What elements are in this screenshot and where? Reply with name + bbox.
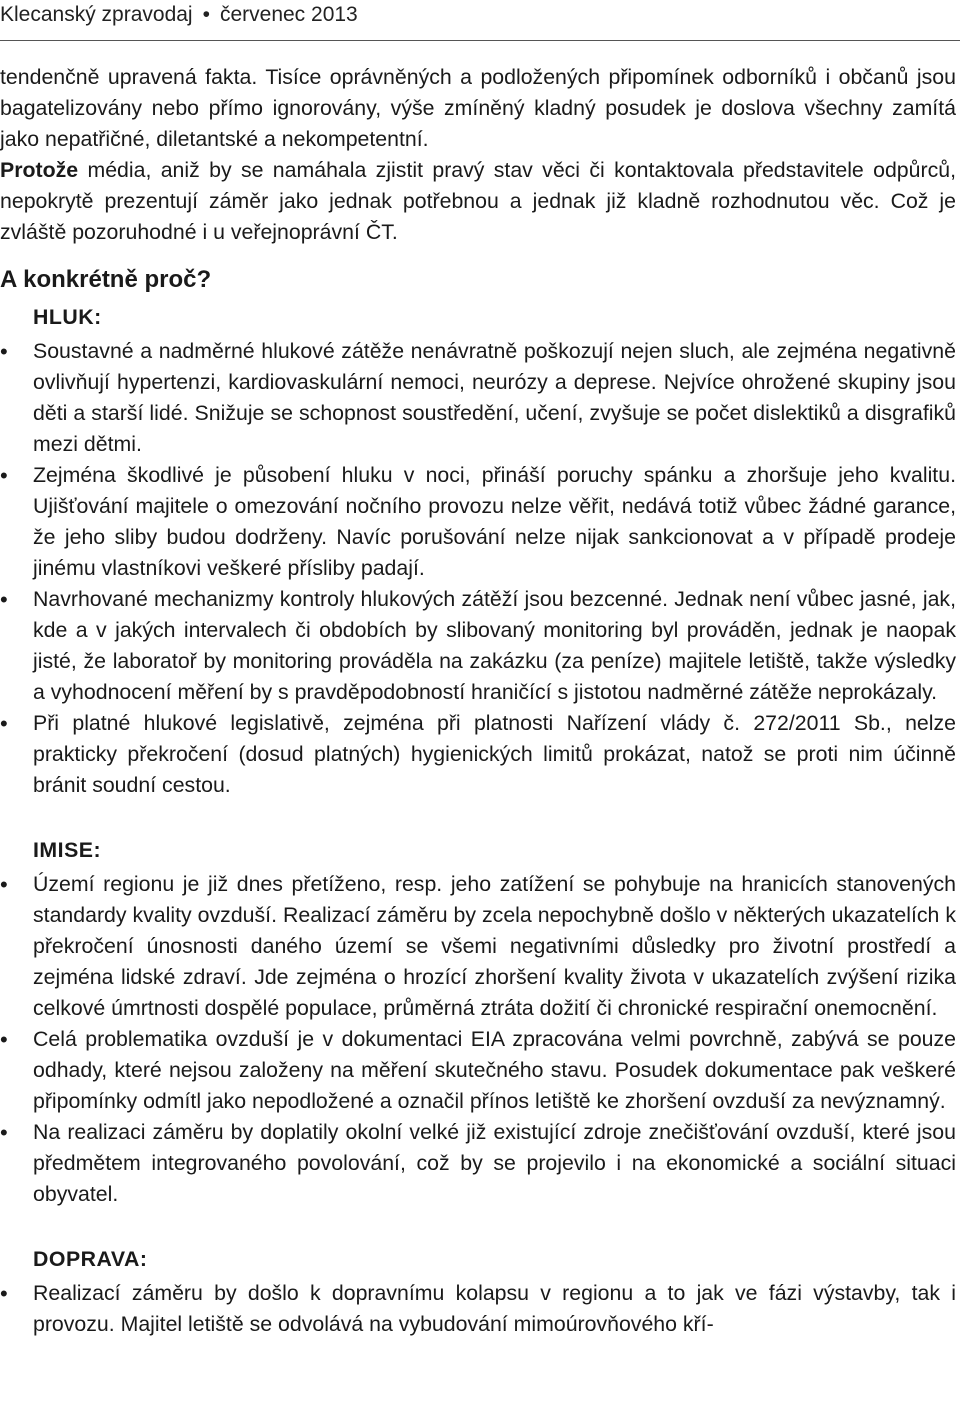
list-item: • Území regionu je již dnes přetíženo, resp. jeho zatížení se pohybuje na hranicích stanovených standardy kvality ovzduší. Realizací záměru by zcela nepochybně došlo v některých ukazatelích k překročení únosnosti daného území se všemi negativními důsledky pro životní prostředí a zejména lidské zdraví. Jde zejména o hrozící zhoršení kvality života v ukazatelích zvýšení rizika celkové úmrtnosti dospělé populace, průměrná ztráta dožití či chronické respirační onemocnění. [0,869,956,1024]
list-item: • Realizací záměru by došlo k dopravnímu kolapsu v regionu a to jak ve fázi výstavby, tak i provozu. Majitel letiště se odvolává na vybudování mimoúrovňového kří- [0,1278,956,1340]
main-heading: A konkrétně proč? [0,266,212,293]
section-list-hluk [0,336,956,801]
running-header [0,0,960,30]
intro-paragraph-2 [0,155,956,248]
list-item: • Celá problematika ovzduší je v dokumentaci EIA zpracována velmi povrchně, zabývá se pouze odhady, které nejsou založeny na měření skutečného stavu. Posudek dokumentace pak veškeré připomínky odmítl jako nepodložené a označil přínos letiště ke zhoršení ovzduší za nevýznamný. [0,1024,956,1117]
header-separator: • [202,3,210,26]
section-heading-hluk: HLUK: [33,305,102,329]
list-item: • Při platné hlukové legislativě, zejména při platnosti Nařízení vlády č. 272/2011 Sb., nelze prakticky překročení (dosud platných) hygienických limitů prokázat, natož se proti nim účinně bránit soudní cestou. [0,708,956,801]
header-divider [0,40,960,41]
publication-name: Klecanský zpravodaj [0,3,193,26]
intro-paragraph-2-lead: Protože [0,158,79,182]
list-item: • Na realizaci záměru by doplatily okolní velké již existující zdroje znečišťování ovzduší, které jsou předmětem integrovaného povolování, což by se projevilo i na ekonomické a sociální situaci obyvatel. [0,1117,956,1210]
issue-date: červenec 2013 [219,3,358,26]
section-list-imise [0,869,956,1210]
intro-paragraph-1: tendenčně upravená fakta. Tisíce oprávněných a podložených připomínek odborníků i občanů jsou bagatelizovány nebo přímo ignorovány, výše zmíněný kladný posudek je doslova všechny zamítá jako nepatřičné, diletantské a nekompetentní. [0,65,956,151]
intro-paragraph-2-text: média, aniž by se namáhala zjistit pravý stav věci či kontaktovala představitele odpůrců, nepokrytě prezentují záměr jako jednak potřebnou a jednak již kladně rozhodnutou věc. Což je zvláště pozoruhodné i u veřejnoprávní ČT. [0,158,956,244]
section-list-doprava [0,1278,956,1340]
list-item: • Zejména škodlivé je působení hluku v noci, přináší poruchy spánku a zhoršuje jeho kvalitu. Ujišťování majitele o omezování nočního provozu nelze věřit, nedává totiž vůbec žádné garance, že jeho sliby budou dodrženy. Navíc porušování nelze nijak sankcionovat a v případě prodeje jinému vlastníkovi veškeré přísliby padají. [0,460,956,584]
section-heading-imise: IMISE: [33,838,102,862]
list-item: • Navrhované mechanizmy kontroly hlukových zátěží jsou bezcenné. Jednak není vůbec jasné, jak, kde a v jakých intervalech či obdobích by slibovaný monitoring byl prováděn, jednak je naopak jisté, že laboratoř by monitoring prováděla na zakázku (za peníze) majitele letiště, takže výsledky a vyhodnocení měření by s pravděpodobností hraničící s jistotou nadměrné zátěže neprokázaly. [0,584,956,708]
section-heading-doprava: DOPRAVA: [33,1247,148,1271]
article-body [0,62,956,1340]
list-item: • Soustavné a nadměrné hlukové zátěže nenávratně poškozují nejen sluch, ale zejména negativně ovlivňují hypertenzi, kardiovaskulární nemoci, neurózy a deprese. Nejvíce ohrožené skupiny jsou děti a starší lidé. Snižuje se schopnost soustředění, učení, zvyšuje se počet dislektiků a disgrafiků mezi dětmi. [0,336,956,460]
